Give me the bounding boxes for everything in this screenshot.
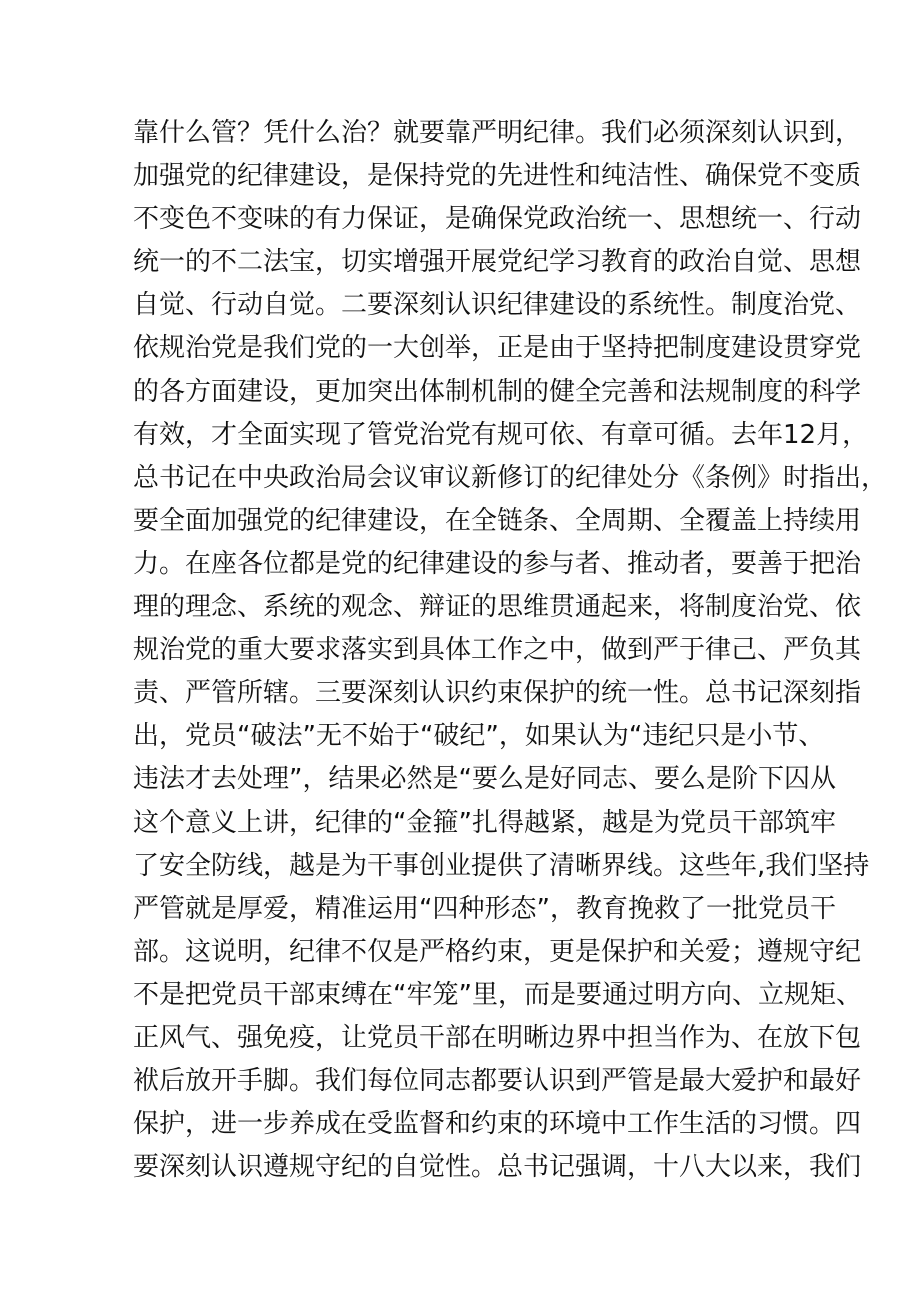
text-line: 不是把党员干部束缚在“牢笼”里，而是要通过明方向、立规矩、 <box>133 979 862 1010</box>
text-line: 不变色不变味的有力保证，是确保党政治统一、思想统一、行动 <box>133 204 862 235</box>
text-line: 依规治党是我们党的一大创举，正是由于坚持把制度建设贯穿党 <box>133 333 862 364</box>
text-line: 违法才去处理”，结果必然是“要么是好同志、要么是阶下囚从 <box>133 764 836 795</box>
text-line: 这个意义上讲，纪律的“金箍”扎得越紧，越是为党员干部筑牢 <box>133 807 836 838</box>
text-line: 出，党员“破法”无不始于“破纪”，如果认为“违纪只是小节、 <box>133 721 825 752</box>
text-line: 力。在座各位都是党的纪律建设的参与者、推动者，要善于把治 <box>133 548 862 579</box>
text-line: 要深刻认识遵规守纪的自觉性。总书记强调，十八大以来，我们 <box>133 1152 862 1183</box>
text-line: 正风气、强免疫，让党员干部在明晰边界中担当作为、在放下包 <box>133 1022 862 1053</box>
body-paragraph <box>133 112 888 1189</box>
text-line: 严管就是厚爱，精准运用“四种形态”，教育挽救了一批党员干 <box>133 893 836 924</box>
text-line: 部。这说明，纪律不仅是严格约束，更是保护和关爱；遵规守纪 <box>133 936 862 967</box>
text-line: 理的理念、系统的观念、辩证的思维贯通起来，将制度治党、依 <box>133 592 862 623</box>
text-line: 的各方面建设，更加突出体制机制的健全完善和法规制度的科学 <box>133 376 862 407</box>
text-line: 要全面加强党的纪律建设，在全链条、全周期、全覆盖上持续用 <box>133 505 862 536</box>
text-line: 了安全防线，越是为干事创业提供了清晰界线。这些年,我们坚持 <box>133 850 870 881</box>
text-line: 责、严管所辖。三要深刻认识约束保护的统一性。总书记深刻指 <box>133 678 862 709</box>
text-line: 总书记在中央政治局会议审议新修订的纪律处分《条例》时指出， <box>133 462 888 493</box>
text-line: 统一的不二法宝，切实增强开展党纪学习教育的政治自觉、思想 <box>133 247 862 278</box>
text-line: 靠什么管？凭什么治？就要靠严明纪律。我们必须深刻认识到， <box>133 118 862 148</box>
text-line: 有效，才全面实现了管党治党有规可依、有章可循。去年12月， <box>133 419 869 450</box>
text-line: 规治党的重大要求落实到具体工作之中，做到严于律己、严负其 <box>133 635 862 666</box>
text-line: 自觉、行动自觉。二要深刻认识纪律建设的系统性。制度治党、 <box>133 290 862 321</box>
text-line: 加强党的纪律建设，是保持党的先进性和纯洁性、确保党不变质 <box>133 161 862 192</box>
text-line: 袱后放开手脚。我们每位同志都要认识到严管是最大爱护和最好 <box>133 1066 862 1097</box>
text-line: 保护，进一步养成在受监督和约束的环境中工作生活的习惯。四 <box>133 1109 862 1140</box>
